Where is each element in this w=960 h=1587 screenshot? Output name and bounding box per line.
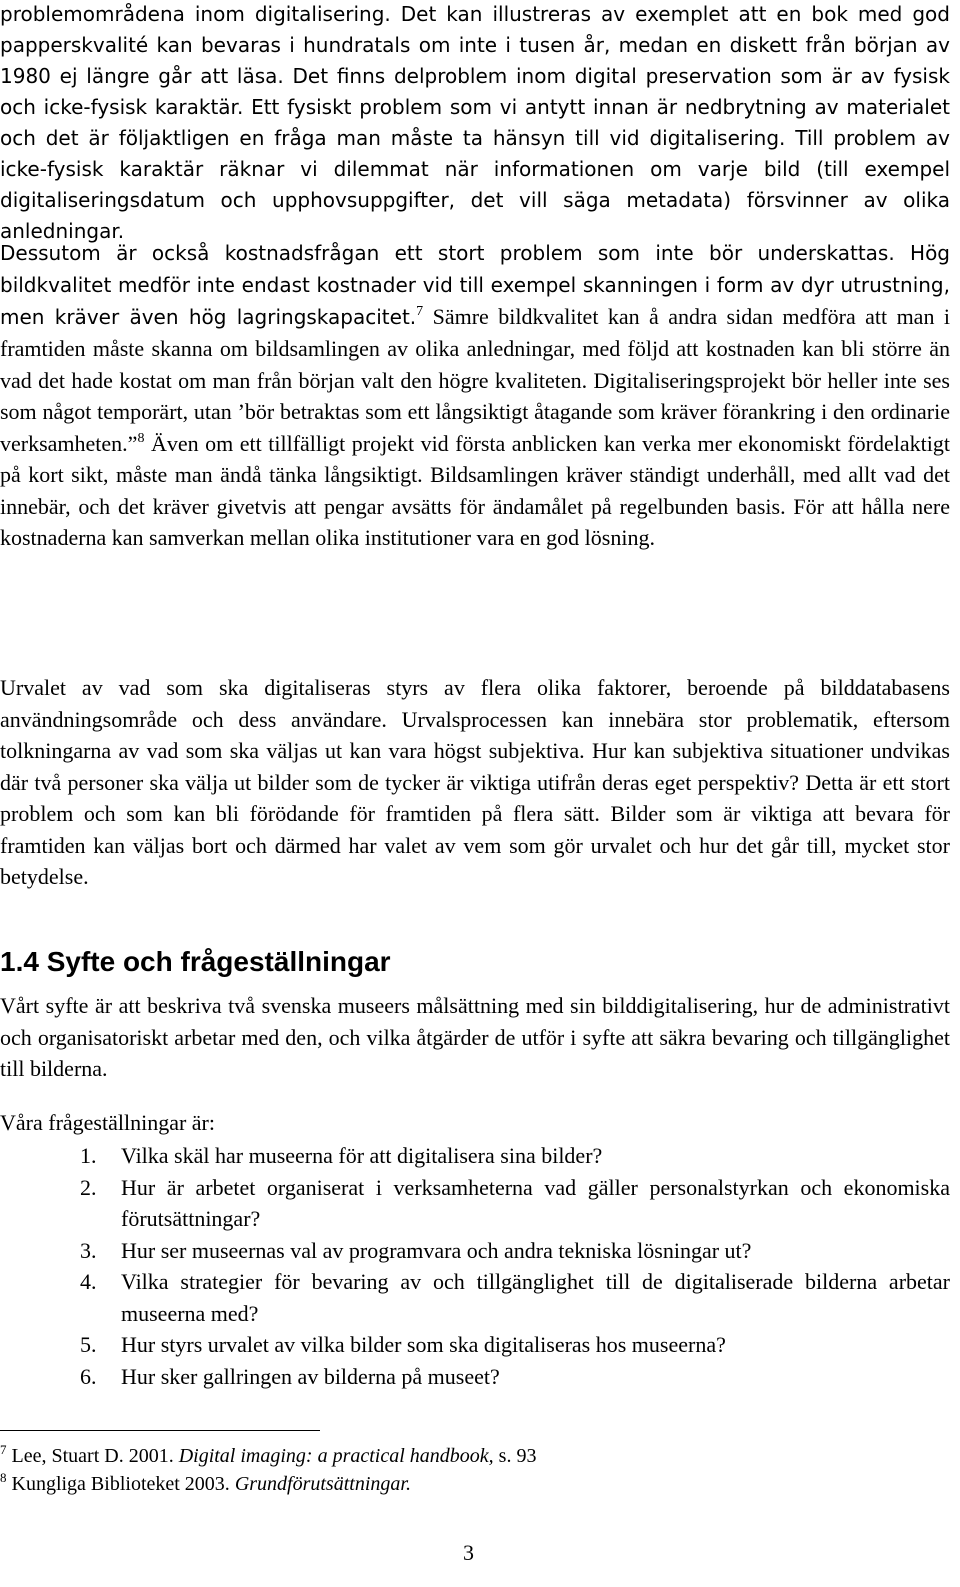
list-item-text: Hur styrs urvalet av vilka bilder som ska digitaliseras hos museerna? xyxy=(121,1332,726,1357)
list-item-text: Hur ser museernas val av programvara och andra tekniska lösningar ut? xyxy=(121,1237,752,1263)
purpose-paragraph xyxy=(0,990,950,1085)
list-item-text: Hur är arbetet organiserat i verksamheterna vad gäller personalstyrkan och ekonomiska förutsättningar? xyxy=(121,1174,950,1231)
selection-paragraph xyxy=(0,672,950,893)
list-item-number: 6. xyxy=(80,1363,97,1389)
list-item-number: 4. xyxy=(80,1269,97,1294)
list-item-number: 1. xyxy=(80,1143,97,1168)
footnote-number: 8 xyxy=(0,1470,7,1485)
costs-text-sans: Dessutom är också kostnadsfrågan ett stort problem som inte bör underskattas. Hög bildkvalitet medför inte endast kostnader vid till exempel skanningen i form av dyr utrustning, men kräver även hög lagringskapacitet. xyxy=(0,241,950,329)
list-item xyxy=(0,1266,950,1329)
list-item xyxy=(0,1172,950,1235)
costs-text-serif: Sämre bildkvalitet kan å andra sidan medföra att man i framtiden måste skanna om bildsamlingen av olika anledningar, med följd att kostnaden kan bli större än vad det hade kostat om man från början valt den högre kvaliteten. Digitaliseringsprojekt bör heller inte ses som något temporärt, utan ’bör betraktas som ett långsiktigt åtagande som kräver förankring i den ordinarie verksamheten.” xyxy=(0,304,950,456)
footnote-8 xyxy=(0,1471,411,1497)
intro-text: problemområdena inom digitalisering. Det kan illustreras av exemplet att en bok med god papperskvalité kan bevaras i hundratals om inte i tusen år, medan en diskett från början av 1980 ej längre går att läsa. Det finns delproblem inom digital preservation som är av fysisk och icke-fysisk karaktär. Ett fysiskt problem som vi antytt innan är nedbrytning av materialet och det är följaktligen en fråga man måste ta hänsyn till vid digitalisering. Till problem av icke-fysisk karaktär räknar vi dilemmat när informationen om varje bild (till exempel digitaliseringsdatum och upphovsuppgifter, det vill säga metadata) försvinner av olika anledningar. xyxy=(0,2,950,243)
footnote-ref-7[interactable]: 7 xyxy=(416,304,424,319)
footnote-divider xyxy=(0,1430,320,1431)
section-heading: 1.4 Syfte och frågeställningar xyxy=(0,946,391,977)
footnote-ref-8[interactable]: 8 xyxy=(137,430,145,446)
questions-list xyxy=(0,1140,950,1392)
list-item-number: 5. xyxy=(80,1332,97,1357)
footnote-text: Kungliga Biblioteket 2003. xyxy=(6,1473,235,1495)
list-item-text: Vilka strategier för bevaring av och tillgänglighet till de digitaliserade bilderna arbetar museerna med? xyxy=(121,1269,950,1326)
list-item-number: 3. xyxy=(80,1237,97,1263)
questions-intro: Våra frågeställningar är: xyxy=(0,1110,215,1135)
list-item xyxy=(0,1361,950,1393)
footnote-title: Grundförutsättningar. xyxy=(234,1473,411,1495)
list-item-number: 2. xyxy=(80,1174,97,1200)
footnote-number: 7 xyxy=(0,1442,7,1457)
costs-paragraph xyxy=(0,237,950,554)
costs-text-end: Även om ett tillfälligt projekt vid första anblicken kan verka mer ekonomiskt fördelaktigt på kort sikt, måste man ändå tänka långsiktigt. Bildsamlingen kräver ständigt underhåll, med allt vad det innebär, och det kräver givetvis att pengar avsätts för ändamålet på regelbunden basis. För att hålla nere kostnaderna kan samverkan mellan olika institutioner vara en god lösning. xyxy=(0,430,950,550)
selection-text: Urvalet av vad som ska digitaliseras styrs av flera olika faktorer, beroende på bilddatabasens användningsområde och dess användare. Urvalsprocessen kan innebära stor problematik, eftersom tolkningarna av vad som ska väljas ut kan vara högst subjektiva. Hur kan subjektiva situationer undvikas där två personer ska välja ut bilder som de tycker är viktiga utifrån deras eget perspektiv? Detta är ett stort problem och som kan bli förödande för framtiden på flera sätt. Bilder som är viktiga att bevara för framtiden kan väljas bort och därmed har valet av vem som gör urvalet och hur det går till, mycket stor betydelse. xyxy=(0,675,950,889)
footnote-7 xyxy=(0,1443,536,1469)
list-item-text: Vilka skäl har museerna för att digitalisera sina bilder? xyxy=(121,1143,603,1168)
intro-paragraph xyxy=(0,0,950,247)
purpose-text: Vårt syfte är att beskriva två svenska museers målsättning med sin bilddigitalisering, hur de administrativt och organisatoriskt arbetar med den, och vilka åtgärder de utför i syfte att säkra bevaring och tillgänglighet till bilderna. xyxy=(0,993,950,1081)
list-item-text: Hur sker gallringen av bilderna på museet? xyxy=(121,1363,500,1389)
page-number: 3 xyxy=(463,1540,474,1565)
footnote-title: Digital imaging: a practical handbook, xyxy=(178,1445,494,1467)
footnote-page: s. 93 xyxy=(493,1445,537,1467)
list-item xyxy=(0,1329,950,1361)
list-item xyxy=(0,1235,950,1267)
list-item xyxy=(0,1140,950,1172)
footnote-text: Lee, Stuart D. 2001. xyxy=(6,1445,179,1467)
